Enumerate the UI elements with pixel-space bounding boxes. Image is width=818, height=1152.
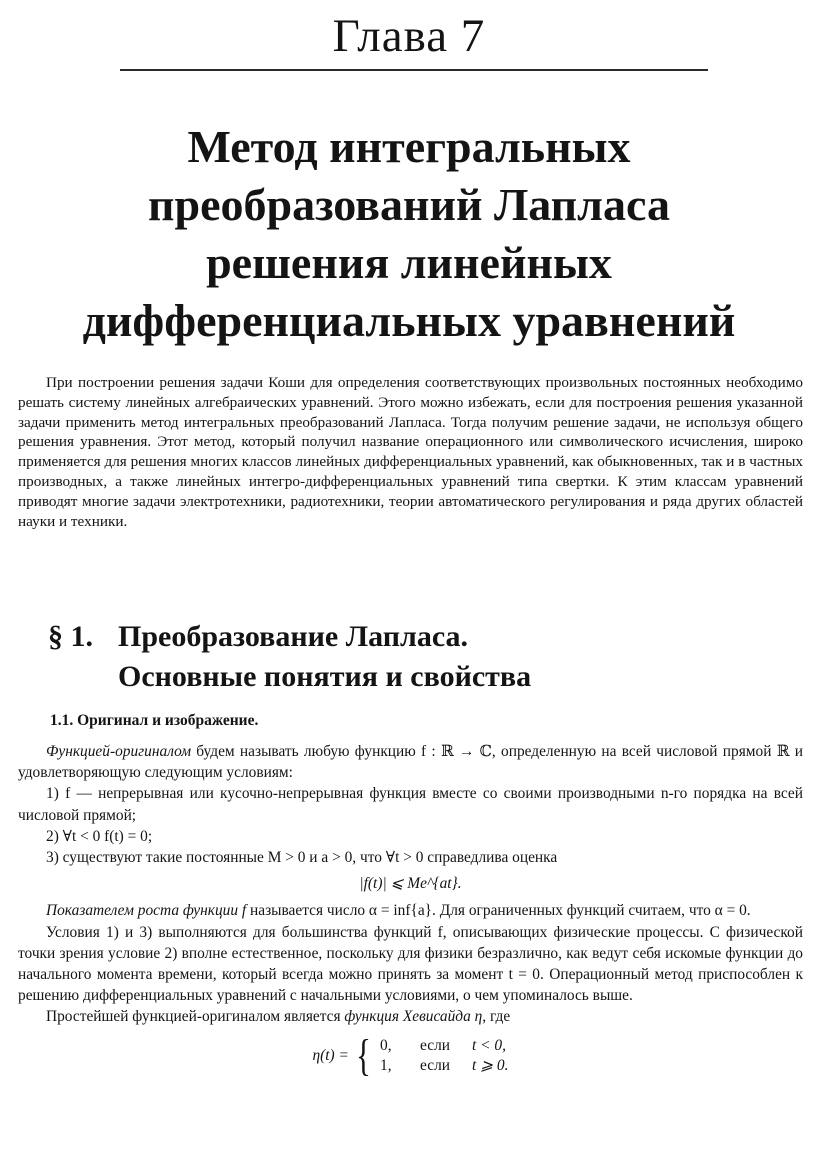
section-title-line: Основные понятия и свойства — [118, 660, 532, 693]
text-span: Простейшей функцией-оригиналом является — [46, 1008, 345, 1026]
section-title-line: Преобразование Лапласа. — [118, 620, 468, 653]
growth-definition-paragraph — [18, 900, 803, 921]
text-paragraph: Условия 1) и 3) выполняются для большинства функций f, описывающих физические процессы. С физической точки зрения условие 2) вполне естественное, поскольку для физики безразлично, как ведут себя искомые функции до начального момента времени, который всегда можно принять за момент t = 0. Операционный метод приспособлен к решению дифференциальных уравнений с начальными условиями, о чем упоминалось выше. — [18, 923, 803, 1005]
heaviside-formula — [18, 1030, 803, 1080]
section-number: § 1. — [48, 620, 93, 653]
formula-lhs: η(t) = — [312, 1047, 349, 1065]
case-row — [380, 1056, 508, 1076]
definition-text: будем называть любую функцию f : ℝ → ℂ, определенную на всей числовой прямой ℝ и удовлетворяющую следующим условиям: — [18, 743, 803, 782]
chapter-title-line: дифференциальных уравнений — [82, 295, 736, 346]
section-body — [18, 741, 803, 1080]
case-condition: t < 0, — [472, 1036, 506, 1054]
intro-paragraph: При построении решения задачи Коши для определения соответствующих произвольных постоянных необходимо решать систему линейных алгебраических уравнений. Этого можно избежать, если для построения решения указанной задачи применить метод интегральных преобразований Лапласа. Тогда получим решение задачи, не используя общего решения уравнения. Этот метод, который получил название операционного или символического исчисления, широко применяется для решения многих классов линейных дифференциальных уравнений, как обыкновенных, так и в частных производных, а также линейных интегро-дифференциальных уравнений типа свертки. К этим классам уравнений приводят многие задачи электротехники, радиотехники, теории автоматического регулирования и ряда других областей науки и техники. — [18, 374, 803, 530]
chapter-label: Глава 7 — [332, 10, 486, 62]
text-span: , где — [482, 1008, 511, 1026]
condition-item: 3) существуют такие постоянные M > 0 и a > 0, что ∀t > 0 справедлива оценка — [46, 849, 558, 867]
chapter-title — [0, 118, 818, 350]
defined-term: Показателем роста функции f — [46, 902, 247, 920]
heaviside-intro-paragraph — [18, 1006, 803, 1027]
defined-term: функция Хевисайда η — [344, 1008, 483, 1026]
case-value: 0, — [380, 1036, 392, 1054]
case-condition: t ⩾ 0. — [472, 1056, 509, 1074]
formula-cases — [380, 1036, 508, 1076]
condition-item: 1) f — непрерывная или кусочно-непрерывная функция вместе со своими производными n-го порядка на всей числовой прямой; — [18, 785, 803, 824]
growth-estimate-formula: |f(t)| ⩽ Me^{at}. — [359, 875, 462, 893]
case-value: 1, — [380, 1056, 392, 1074]
chapter-title-line: решения линейных — [206, 237, 612, 288]
definition-paragraph — [18, 741, 803, 783]
defined-term: Функцией-оригиналом — [46, 743, 192, 760]
case-row — [380, 1036, 508, 1056]
chapter-title-line: Метод интегральных — [187, 121, 631, 172]
chapter-divider — [120, 69, 708, 71]
case-if: если — [420, 1056, 451, 1074]
definition-text: называется число α = inf{a}. Для ограниченных функций считаем, что α = 0. — [246, 902, 751, 920]
subsection-heading: 1.1. Оригинал и изображение. — [50, 712, 259, 729]
chapter-introduction — [18, 373, 803, 531]
chapter-title-line: преобразований Лапласа — [148, 179, 670, 230]
condition-item: 2) ∀t < 0 f(t) = 0; — [46, 827, 153, 845]
left-brace-symbol: { — [356, 1030, 371, 1080]
case-if: если — [420, 1036, 451, 1054]
